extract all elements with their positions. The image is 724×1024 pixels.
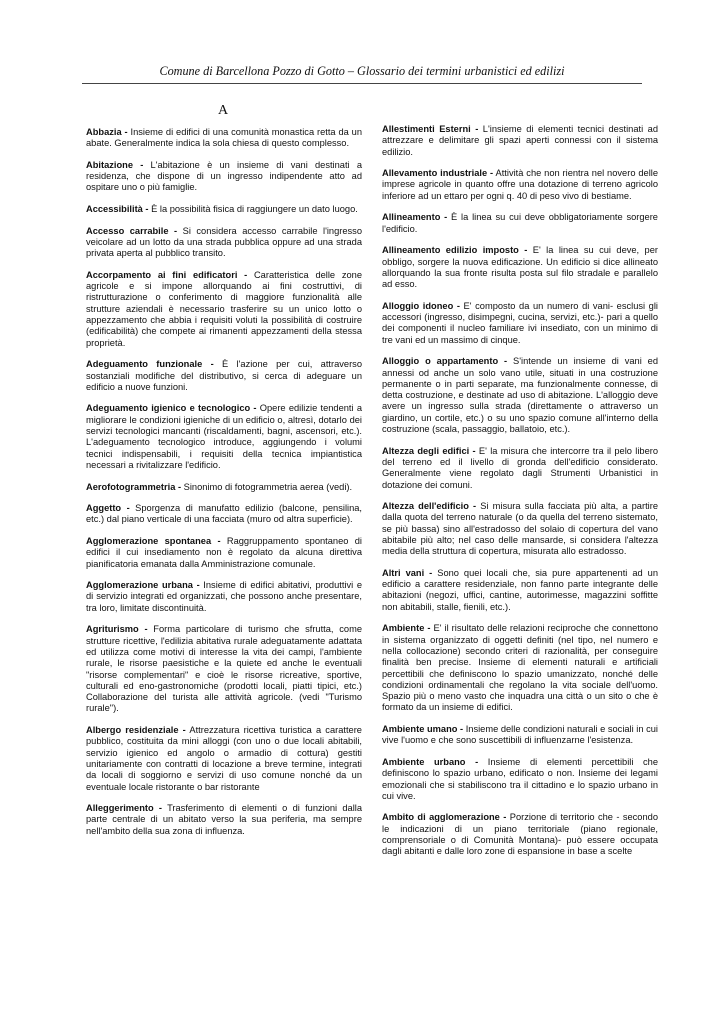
entry-definition: È la linea su cui deve obbligatoriamente sorgere l'edificio. xyxy=(382,212,658,234)
entry-definition: Sinonimo di fotogrammetria aerea (vedi). xyxy=(181,481,353,492)
glossary-entry-abitazione xyxy=(86,160,362,194)
entry-term: Aggetto - xyxy=(86,503,130,514)
glossary-entry-agglomerazione-urbana xyxy=(86,580,362,614)
entry-definition: Porzione di territorio che - secondo le indicazioni di un piano territoriale (piano regionale, comprensoriale o di Comunità Montana)- può essere occupata dagli abitanti e dalle loro zone di espansione in base a scelte xyxy=(382,812,658,857)
glossary-entry-allineamento xyxy=(382,212,658,235)
entry-definition: Attrezzatura ricettiva turistica a carattere pubblico, costituita da mini alloggi (con uno o due locali abitabili, servizio igienico ed angolo o armadio di cottura) gestiti unitariamente con contratti di locazione a breve termine, integrati da locali di soggiorno e servizi di uso comune nonché da un eventuale locale ristorante o bar ristorante xyxy=(86,725,362,792)
entry-definition: Insieme di elementi percettibili che definiscono lo spazio urbano, edificato o non. Insieme dei legami emozionali che si stabiliscono tra il cittadino e lo spazio urbano in cui vive. xyxy=(382,756,659,801)
entry-term: Altezza dell'edificio - xyxy=(382,501,477,512)
entry-definition: E' composto da un numero di vani- esclusi gli accessori (ingresso, disimpegni, cucina, servizi, etc.)- pari a quello dei componenti il nucleo familiare ivi insediato, con un minimo di tre vani ed un massimo di cinque. xyxy=(382,300,658,345)
right-column xyxy=(382,124,658,868)
page-header-title: Comune di Barcellona Pozzo di Gotto – Glossario dei termini urbanistici ed edilizi xyxy=(159,64,565,78)
entry-term: Ambiente umano - xyxy=(382,724,464,735)
entry-term: Accorpamento ai fini edificatori - xyxy=(86,269,248,280)
glossary-entry-allestimenti-esterni xyxy=(382,124,658,158)
entry-definition: L'insieme di elementi tecnici destinati ad attrezzare e delimitare gli spazi aperti connessi con il sistema edilizio. xyxy=(382,124,658,157)
entry-definition: E' il risultato delle relazioni reciproche che connettono in sistema organizzato di oggetti definiti (nel tipo, nel numero e nella collocazione) secondo criteri di razionalità, per conseguire finalità ben precise. Insieme di elementi naturali e artificiali percettibili che definiscono lo spazio umanizzato, nonché delle condizioni ordinamentali che regolano la vita sociale dell'uomo. Spazio più o meno vasto che inquadra una città o un sito o che è formato da un insieme di edifici. xyxy=(382,623,658,713)
entry-definition: Insieme di edifici abitativi, produttivi e di servizio integrati ed organizzati, che possono anche presentare, tra loro, limitate discontinuità. xyxy=(86,580,362,613)
entry-term: Alloggio o appartamento - xyxy=(382,356,508,367)
entry-term: Alleggerimento - xyxy=(86,803,163,814)
left-column xyxy=(86,127,362,847)
glossary-entry-aerofotogrammetria xyxy=(86,482,362,493)
entry-term: Aerofotogrammetria - xyxy=(86,481,182,492)
entry-term: Accesso carrabile - xyxy=(86,225,178,236)
entry-term: Ambiente - xyxy=(382,623,431,634)
entry-term: Accessibilità - xyxy=(86,204,149,215)
entry-definition: L'abitazione è un insieme di vani destinati a residenza, che dispone di un ingresso indipendente atto ad ospitare uno o più famiglie. xyxy=(86,159,362,193)
glossary-entry-alleggerimento xyxy=(86,803,362,837)
entry-term: Alloggio idoneo - xyxy=(382,300,460,311)
entry-definition: Trasferimento di elementi o di funzioni dalla parte centrale di un abitato verso la sua periferia, ma sempre nell'ambito della sua zona di influenza. xyxy=(86,803,362,836)
entry-definition: Sono quei locali che, sia pure appartenenti ad un edificio a carattere residenziale, non fanno parte integrante delle abitazioni (negozi, uffici, cantine, autorimesse, magazzini soffitte non abitabili, stalle, fienili, etc.). xyxy=(382,567,658,612)
header-divider xyxy=(82,83,642,84)
entry-term: Allevamento industriale - xyxy=(382,168,494,179)
glossary-entry-altri-vani xyxy=(382,568,658,613)
entry-definition: Insieme delle condizioni naturali e sociali in cui vive l'uomo e che sono suscettibili di influenzarne l'esistenza. xyxy=(382,724,658,746)
glossary-entry-aggetto xyxy=(86,503,362,526)
entry-term: Albergo residenziale - xyxy=(86,725,186,736)
glossary-entry-ambiente-urbano xyxy=(382,757,658,802)
entry-term: Allineamento edilizio imposto - xyxy=(382,245,528,256)
entry-definition: Opere edilizie tendenti a migliorare le condizioni igieniche di un edificio o, altresì, dotarlo dei servizi tecnologici mancanti (riscaldamenti, bagni, ascensori, etc.). L'adeguamento tecnologico introduce, aggiungendo i volumi tecnici indispensabili, i requisiti della tecnica impiantistica necessari a rivitalizzare l'edificio. xyxy=(86,403,362,470)
entry-term: Altri vani - xyxy=(382,567,433,578)
entry-definition: È la possibilità fisica di raggiungere un dato luogo. xyxy=(148,204,358,215)
entry-term: Agriturismo - xyxy=(86,624,148,635)
entry-definition: Sporgenza di manufatto edilizio (balcone, pensilina, etc.) dal piano verticale di una facciata (muro od altra superficie). xyxy=(86,503,362,525)
entry-definition: E' la linea su cui deve, per obbligo, sorgere la nuova edificazione. Un edificio si dice allineato allorquando la sua fronte risulta posta sul filo stradale e parallelo ad esso. xyxy=(382,245,658,290)
entry-definition: Attività che non rientra nel novero delle imprese agricole in quanto offre una dotazione di terreno agricolo inferiore ad un ettaro per ogni q. 40 di peso vivo di bestiame. xyxy=(382,168,659,201)
entry-definition: S'intende un insieme di vani ed annessi od anche un solo vano utile, situati in una costruzione permanente o in parti separate, ma funzionalmente connesse, di detta costruzione, e destinate ad uso di abitazione. L'alloggio deve avere un ingresso sulla strada (direttamente o attraverso un giardino, un cortile, etc.) o su uno spazio comune all'interno della costruzione (scala, passaggio, ballatoio, etc.). xyxy=(382,356,658,435)
entry-definition: È l'azione per cui, attraverso sostanziali modifiche del distributivo, si cerca di adeguare un edificio a nuove funzioni. xyxy=(86,359,363,392)
entry-definition: Insieme di edifici di una comunità monastica retta da un abate. Generalmente indica la sola chiesa di questo complesso. xyxy=(86,127,363,149)
entry-term: Agglomerazione spontanea - xyxy=(86,535,221,546)
glossary-entry-adeguamento-igienico xyxy=(86,403,362,471)
entry-term: Allestimenti Esterni - xyxy=(382,124,479,134)
entry-definition: E' la misura che intercorre tra il pelo libero del terreno ed il livello di gronda dell'edificio considerato. Generalmente viene regolato dagli Strumenti Urbanistici in dotazione dei comuni. xyxy=(382,445,659,490)
glossary-entry-alloggio-appartamento xyxy=(382,356,658,435)
entry-definition: Forma particolare di turismo che sfrutta, come strutture ricettive, l'edilizia abitativa rurale adeguatamente adattata ed utilizza come motivi di interesse la vita dei campi, l'ambiente rurale, le risorse paesistiche e la quiete ed anche le eventuali "risorse complementari" e cioè le risorse ricreative, sportive, culturali ed eno-gastronomiche (prodotti locali, piatti tipici, etc.) Collaborazione del turista alle attività agricole. (vedi "Turismo rurale"). xyxy=(86,624,362,714)
glossary-entry-accesso-carrabile xyxy=(86,226,362,260)
entry-definition: Si misura sulla facciata più alta, a partire dalla quota del terreno naturale (o da quella del terreno sistemato, se più bassa) sino all'estradosso del solaio di copertura del vano abitabile più alto; nel caso delle mansarde, si considera l'altezza media della struttura di copertura, misurata allo estradosso. xyxy=(382,501,658,557)
entry-definition: Si considera accesso carrabile l'ingresso veicolare ad un lotto da una strada pubblica oppure ad una strada privata aperta al pubblico transito. xyxy=(86,225,362,259)
glossary-entry-alloggio-idoneo xyxy=(382,301,658,346)
entry-term: Ambiente urbano - xyxy=(382,756,479,767)
section-letter: A xyxy=(218,103,229,118)
entry-term: Adeguamento funzionale - xyxy=(86,359,214,370)
glossary-entry-allevamento-industriale xyxy=(382,168,658,202)
entry-term: Allineamento - xyxy=(382,212,448,223)
glossary-entry-agriturismo xyxy=(86,624,362,714)
glossary-entry-altezza-edifici xyxy=(382,446,658,491)
glossary-entry-albergo-residenziale xyxy=(86,725,362,793)
entry-term: Abitazione - xyxy=(86,159,144,170)
entry-term: Abbazia - xyxy=(86,127,128,137)
entry-definition: Caratteristica delle zone agricole e si impone allorquando ai fini costruttivi, di ristrutturazione o conferimento di maggiore funzionalità alle strutture aziendali è necessario trasferire su un unico lotto o appezzamento che abbia i requisiti voluti la possibilità di costruire (edificabilità) che compete ai rimanenti appezzamenti della stessa proprietà. xyxy=(86,269,362,348)
entry-term: Adeguamento igienico e tecnologico - xyxy=(86,403,257,414)
glossary-entry-accessibilita xyxy=(86,204,362,215)
glossary-entry-agglomerazione-spontanea xyxy=(86,536,362,570)
entry-definition: Raggruppamento spontaneo di edifici il cui insediamento non è regolato da alcuna direttiva pianificatoria emanata dalla Amministrazione comunale. xyxy=(86,535,362,569)
glossary-entry-abbazia xyxy=(86,127,362,150)
glossary-entry-allineamento-edilizio xyxy=(382,245,658,290)
glossary-entry-accorpamento xyxy=(86,270,362,349)
glossary-entry-adeguamento-funzionale xyxy=(86,359,362,393)
glossary-entry-altezza-edificio xyxy=(382,501,658,557)
glossary-entry-ambito-agglomerazione xyxy=(382,812,658,857)
entry-term: Ambito di agglomerazione - xyxy=(382,812,507,823)
glossary-entry-ambiente-umano xyxy=(382,724,658,747)
entry-term: Altezza degli edifici - xyxy=(382,445,476,456)
glossary-entry-ambiente xyxy=(382,623,658,713)
entry-term: Agglomerazione urbana - xyxy=(86,580,200,591)
